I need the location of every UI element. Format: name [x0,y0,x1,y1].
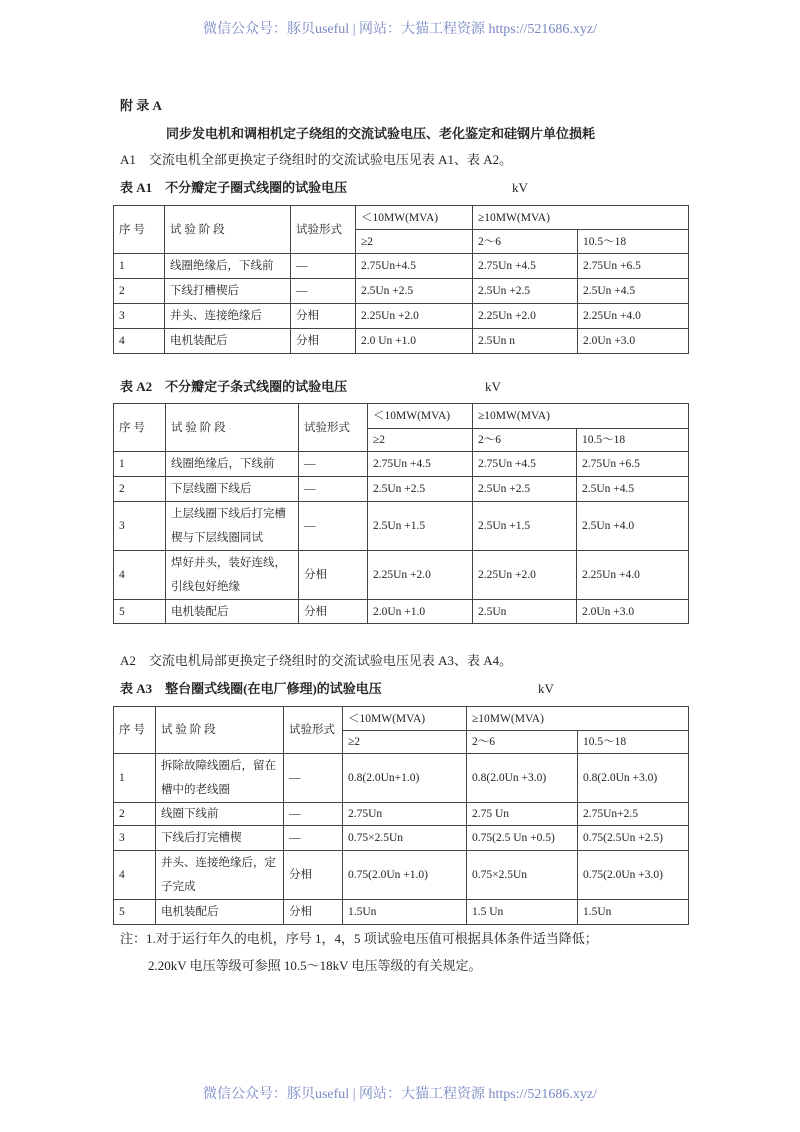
table-cell: 2 [114,803,156,826]
table-a1-title: 表 A1 不分瓣定子圈式线圈的试验电压 [120,180,348,195]
table-cell: 4 [114,329,165,354]
table-cell: 0.75×2.5Un [467,851,578,900]
table-a3-title-row [0,679,800,699]
table-cell: 焊好并头，装好连线，引线包好绝缘 [166,551,299,600]
header-ge10: ≥10MW(MVA) [473,206,689,230]
table-cell: 2.75Un+4.5 [356,254,473,279]
table-cell: 电机装配后 [156,900,284,925]
header-form: 试验形式 [299,404,368,452]
table-cell: 2.5Un +1.5 [473,502,577,551]
table-cell: 2.5Un +2.5 [473,279,578,304]
table-header-row [114,206,689,230]
header-stage: 试 验 阶 段 [166,404,299,452]
table-cell: 1 [114,452,166,477]
table-row [114,900,689,925]
table-cell: 5 [114,600,166,624]
table-cell: 2.5Un n [473,329,578,354]
header-lt10: ＜10MW(MVA) [356,206,473,230]
table-cell: 2.25Un +2.0 [473,551,577,600]
header-range-r2: 2～6 [467,731,578,754]
table-cell: 电机装配后 [166,600,299,624]
table-cell: 分相 [291,304,356,329]
table-cell: 2.5Un +2.5 [356,279,473,304]
table-row [114,502,689,551]
table-cell: 2.75Un +4.5 [473,452,577,477]
table-cell: 线圈绝缘后，下线前 [165,254,291,279]
table-cell: 5 [114,900,156,925]
appendix-title: 附 录 A [120,98,162,113]
header-lt10: ＜10MW(MVA) [343,707,467,731]
table-row [114,754,689,803]
table-cell: 0.8(2.0Un +3.0) [578,754,689,803]
table-cell: 2 [114,279,165,304]
table-cell: 分相 [299,600,368,624]
table-cell: 0.75×2.5Un [343,826,467,851]
table-cell: 3 [114,502,166,551]
header-seq: 序 号 [114,206,165,254]
watermark-header: 微信公众号：豚贝useful | 网站：大猫工程资源 https://521686.xyz/ [202,22,597,37]
table-cell: 2.5Un +2.5 [368,477,473,502]
table-cell: 1 [114,254,165,279]
table-cell: 下层线圈下线后 [166,477,299,502]
table-row [114,551,689,600]
main-title: 同步发电机和调相机定子绕组的交流试验电压、老化鉴定和硅钢片单位损耗 [166,126,596,141]
header-stage: 试 验 阶 段 [156,707,284,754]
note-2: 2.20kV 电压等级可参照 10.5～18kV 电压等级的有关规定。 [148,958,482,973]
table-cell: 2.25Un +2.0 [356,304,473,329]
table-a1-unit: kV [512,180,528,195]
header-form: 试验形式 [291,206,356,254]
table-cell: 2.5Un +2.5 [473,477,577,502]
table-cell: — [284,754,343,803]
table-cell: 并头、连接绝缘后，定子完成 [156,851,284,900]
table-cell: 2.5Un [473,600,577,624]
table-cell: 2.75Un+2.5 [578,803,689,826]
header-lt10: ＜10MW(MVA) [368,404,473,429]
table-cell: 0.75(2.5 Un +0.5) [467,826,578,851]
table-cell: — [299,477,368,502]
table-cell: — [291,254,356,279]
table-cell: 1.5Un [578,900,689,925]
table-cell: 下线打槽楔后 [165,279,291,304]
table-cell: 2.75Un +6.5 [578,254,689,279]
header-ge10: ≥10MW(MVA) [467,707,689,731]
table-row [114,279,689,304]
table-a3-unit: kV [538,681,554,696]
table-a2 [113,403,689,624]
table-a2-unit: kV [485,379,501,394]
table-cell: 2.25Un +2.0 [473,304,578,329]
header-range-r2: 2～6 [473,429,577,452]
table-cell: 4 [114,551,166,600]
table-cell: 线圈绝缘后，下线前 [166,452,299,477]
table-cell: 下线后打完槽楔 [156,826,284,851]
paragraph-a2: A2 交流电机局部更换定子绕组时的交流试验电压见表 A3、表 A4。 [120,653,513,668]
table-row [114,851,689,900]
table-row [114,477,689,502]
table-cell: — [299,452,368,477]
table-cell: 1.5 Un [467,900,578,925]
header-range-r3: 10.5～18 [578,731,689,754]
header-form: 试验形式 [284,707,343,754]
table-cell: 拆除故障线圈后，留在槽中的老线圈 [156,754,284,803]
table-cell: 0.8(2.0Un+1.0) [343,754,467,803]
table-cell: 2.0 Un +1.0 [356,329,473,354]
table-row [114,826,689,851]
header-range-r1: ≥2 [343,731,467,754]
table-cell: 电机装配后 [165,329,291,354]
table-cell: 2.0Un +3.0 [578,329,689,354]
table-cell: 3 [114,826,156,851]
table-cell: 1.5Un [343,900,467,925]
header-seq: 序 号 [114,707,156,754]
table-cell: 2 [114,477,166,502]
table-cell: 2.75Un [343,803,467,826]
table-a3-title: 表 A3 整台圈式线圈(在电厂修理)的试验电压 [120,681,382,696]
table-cell: — [291,279,356,304]
header-range-r3: 10.5～18 [578,230,689,254]
table-a1 [113,205,689,354]
table-cell: 分相 [284,851,343,900]
table-cell: 0.75(2.5Un +2.5) [578,826,689,851]
table-row [114,304,689,329]
table-cell: 2.5Un +4.5 [578,279,689,304]
table-cell: 2.5Un +4.5 [577,477,689,502]
header-range-r1: ≥2 [356,230,473,254]
table-cell: 分相 [299,551,368,600]
table-cell: 2.75 Un [467,803,578,826]
header-stage: 试 验 阶 段 [165,206,291,254]
table-cell: 4 [114,851,156,900]
table-cell: 2.0Un +3.0 [577,600,689,624]
table-cell: 2.25Un +4.0 [578,304,689,329]
header-ge10: ≥10MW(MVA) [473,404,689,429]
table-row [114,452,689,477]
table-row [114,329,689,354]
table-cell: 2.0Un +1.0 [368,600,473,624]
table-cell: 2.25Un +4.0 [577,551,689,600]
table-cell: 2.5Un +4.0 [577,502,689,551]
table-header-row [114,404,689,429]
header-range-r2: 2～6 [473,230,578,254]
table-cell: 0.8(2.0Un +3.0) [467,754,578,803]
table-cell: 2.25Un +2.0 [368,551,473,600]
table-row [114,254,689,279]
note-1: 注：1.对于运行年久的电机，序号 1，4，5 项试验电压值可根据具体条件适当降低； [120,931,598,946]
table-a2-title: 表 A2 不分瓣定子条式线圈的试验电压 [120,379,348,394]
table-cell: 1 [114,754,156,803]
table-a1-title-row [0,178,800,198]
table-header-row [114,707,689,731]
table-a3 [113,706,689,925]
table-cell: 3 [114,304,165,329]
paragraph-a1: A1 交流电机全部更换定子绕组时的交流试验电压见表 A1、表 A2。 [120,152,513,167]
table-cell: — [299,502,368,551]
table-cell: 并头、连接绝缘后 [165,304,291,329]
table-row [114,803,689,826]
table-cell: 上层线圈下线后打完槽楔与下层线圈同试 [166,502,299,551]
table-cell: 分相 [284,900,343,925]
table-cell: 2.75Un +4.5 [368,452,473,477]
header-range-r3: 10.5～18 [577,429,689,452]
table-cell: 线圈下线前 [156,803,284,826]
table-cell: 2.5Un +1.5 [368,502,473,551]
table-cell: — [284,826,343,851]
table-cell: 2.75Un +4.5 [473,254,578,279]
table-cell: 2.75Un +6.5 [577,452,689,477]
table-row [114,600,689,624]
table-cell: 0.75(2.0Un +1.0) [343,851,467,900]
table-cell: 分相 [291,329,356,354]
table-cell: — [284,803,343,826]
watermark-footer: 微信公众号：豚贝useful | 网站：大猫工程资源 https://521686.xyz/ [202,1087,597,1102]
table-cell: 0.75(2.0Un +3.0) [578,851,689,900]
header-range-r1: ≥2 [368,429,473,452]
table-a2-title-row [0,377,800,397]
header-seq: 序 号 [114,404,166,452]
